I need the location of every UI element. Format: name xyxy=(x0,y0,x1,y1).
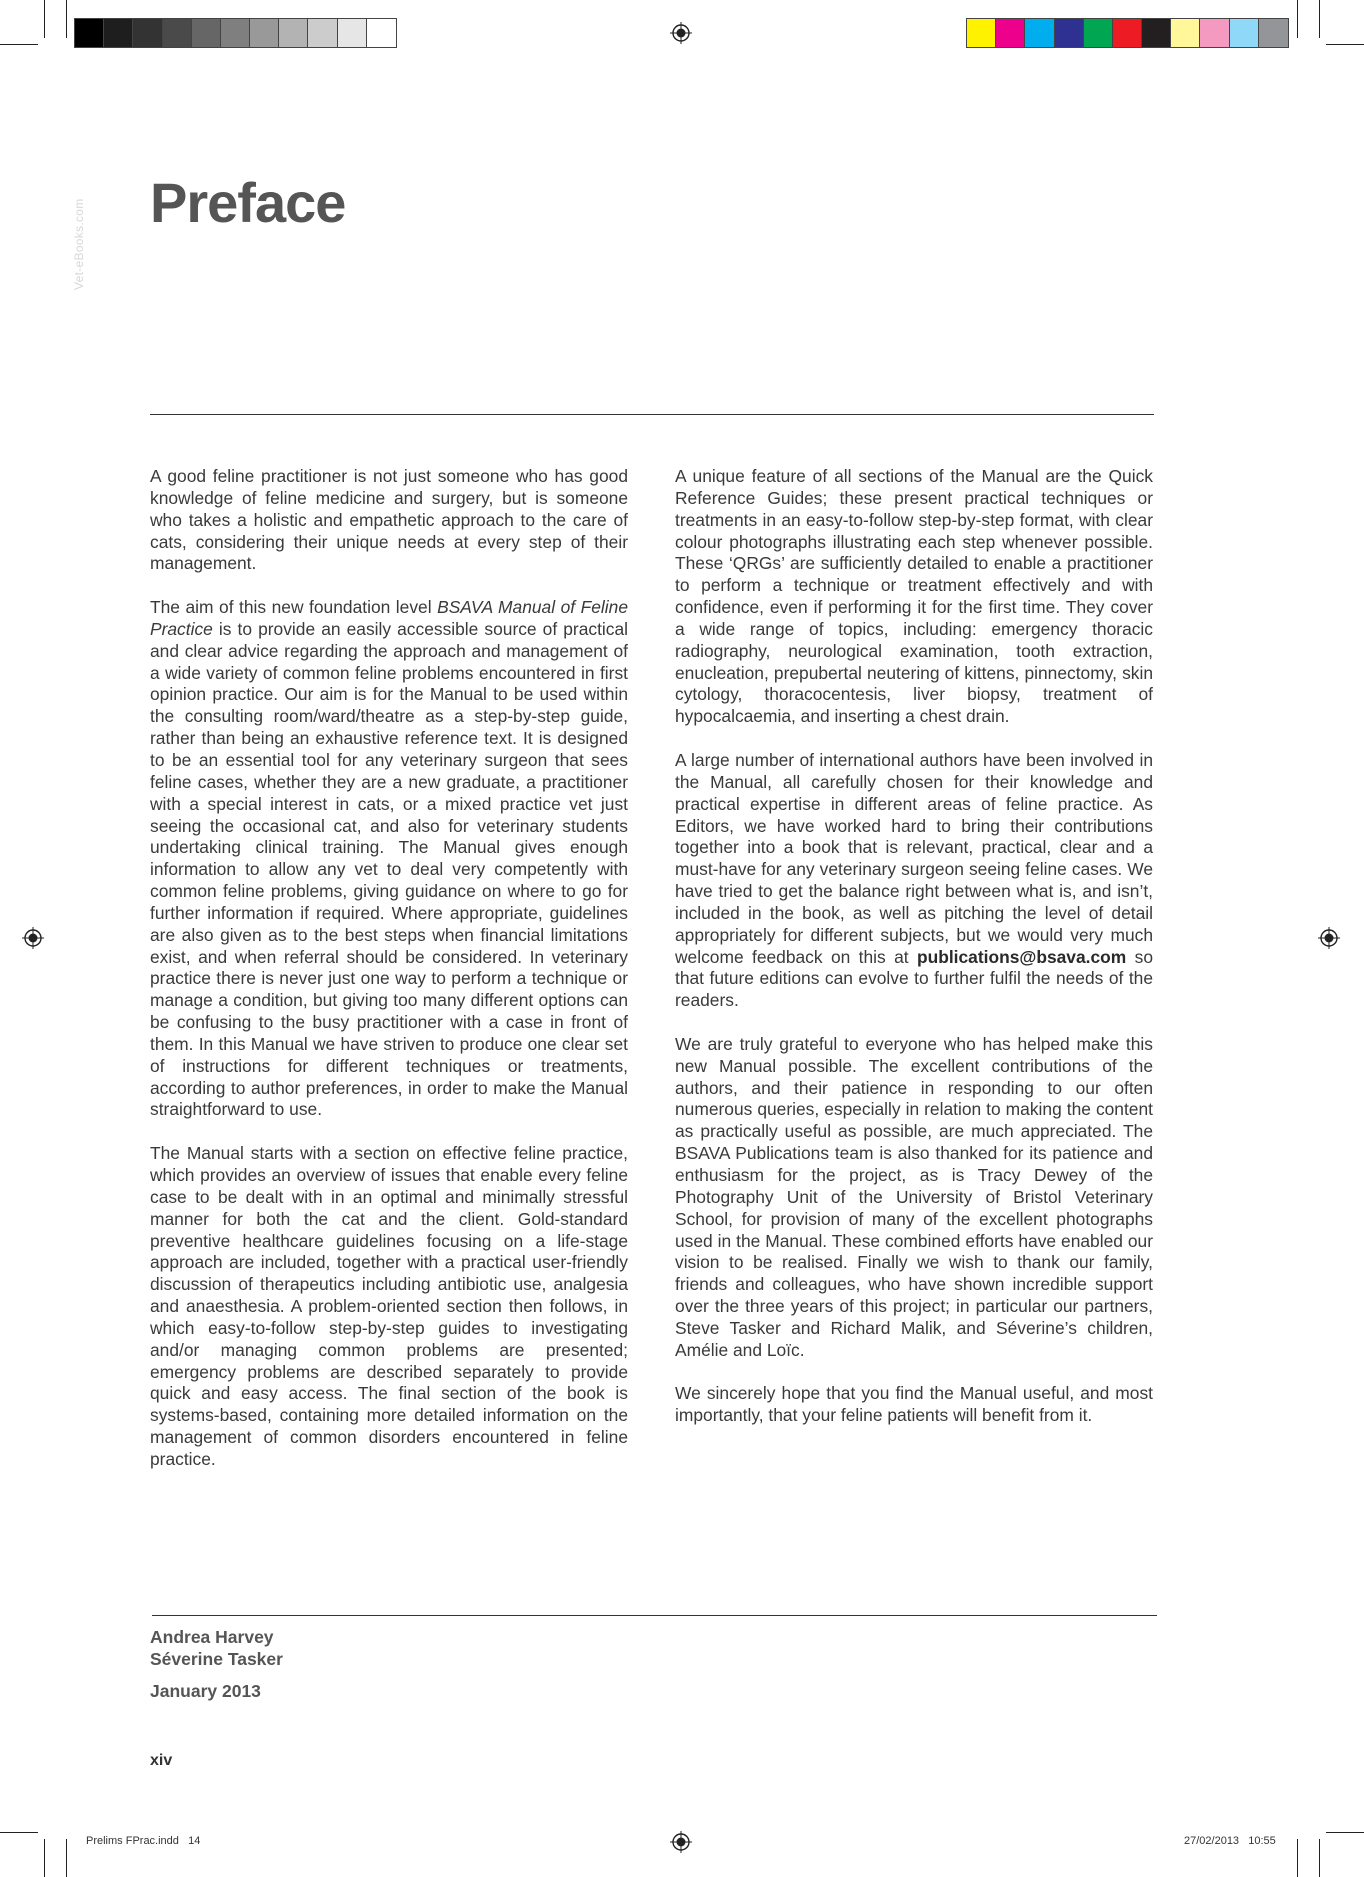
crop-mark xyxy=(1297,1839,1298,1877)
crop-mark xyxy=(0,44,38,45)
color-swatch xyxy=(338,19,367,47)
page-number: xiv xyxy=(150,1752,173,1769)
registration-mark-icon xyxy=(670,22,692,44)
book-title: BSAVA Manual of Feline Practice xyxy=(150,597,628,639)
signature-date: January 2013 xyxy=(150,1681,261,1701)
color-swatch xyxy=(163,19,192,47)
color-swatch xyxy=(996,19,1025,47)
page-title: Preface xyxy=(150,171,346,234)
color-swatch xyxy=(1200,19,1229,47)
color-swatch xyxy=(279,19,308,47)
title-divider xyxy=(150,414,1154,415)
grayscale-color-bar xyxy=(74,18,397,48)
paragraph: The aim of this new foundation level BSAVA Manual of Feline Practice is to provide an easily accessible source of practical and clear advice regarding the approach and management of a wide variety of common feline problems encountered in first opinion practice. Our aim is for the Manual to be used within the consulting room/ward/theatre as a step-by-step guide, rather than being an exhaustive reference text. It is designed to be an essential tool for any veterinary surgeon that sees feline cases, whether they are a new graduate, a practitioner with a special interest in cats, or a mixed practice vet just seeing the occasional cat, and also for veterinary students undertaking clinical training. The Manual gives enough information to allow any vet to deal very competently with common feline problems, giving guidance on where to go for further information if required. Where appropriate, guidelines are also given as to the best steps when financial limitations exist, and when referral should be considered. In veterinary practice there is never just one way to perform a technique or manage a condition, but giving too many different options can be confusing to the busy practitioner with a case in front of them. In this Manual we have striven to produce one clear set of instructions for different techniques or treatments, according to author preferences, in order to make the Manual straightforward to use. xyxy=(150,597,628,1120)
color-swatch xyxy=(75,19,104,47)
color-swatch xyxy=(192,19,221,47)
crop-mark xyxy=(1297,0,1298,38)
registration-mark-icon xyxy=(22,927,44,949)
process-color-bar xyxy=(966,18,1289,48)
color-swatch xyxy=(1259,19,1288,47)
crop-mark xyxy=(44,1839,45,1877)
color-swatch xyxy=(308,19,337,47)
color-swatch xyxy=(1084,19,1113,47)
color-swatch xyxy=(1171,19,1200,47)
email-link[interactable]: publications@bsava.com xyxy=(916,946,1127,967)
color-swatch xyxy=(1230,19,1259,47)
crop-mark xyxy=(0,1832,38,1833)
crop-mark xyxy=(1319,0,1320,38)
watermark: Vet-eBooks.com xyxy=(72,198,86,290)
color-swatch xyxy=(367,19,396,47)
registration-mark-icon xyxy=(1318,927,1340,949)
crop-mark xyxy=(1326,44,1364,45)
color-swatch xyxy=(133,19,162,47)
crop-mark xyxy=(1319,1839,1320,1877)
color-swatch xyxy=(104,19,133,47)
crop-mark xyxy=(1326,1832,1364,1833)
paragraph: We are truly grateful to everyone who has helped make this new Manual possible. The excellent contributions of the authors, and their patience in responding to our often numerous queries, especially in relation to making the content as practically useful as possible, are much appreciated. The BSAVA Publications team is also thanked for its patience and enthusiasm for the project, as is Tracy Dewey of the Photography Unit of the University of Bristol Veterinary School, for provision of many of the excellent photographs used in the Manual. These combined efforts have enabled our vision to be realised. Finally we wish to thank our family, friends and colleagues, who have shown incredible support over the three years of this project; in particular our partners, Steve Tasker and Richard Malik, and Séverine’s children, Amélie and Loïc. xyxy=(675,1033,1153,1360)
registration-mark-icon xyxy=(670,1831,692,1853)
slug-datetime: 27/02/2013 10:55 xyxy=(1184,1835,1276,1847)
color-swatch xyxy=(1055,19,1084,47)
paragraph: We sincerely hope that you find the Manual useful, and most importantly, that your feline patients will benefit from it. xyxy=(675,1383,1153,1426)
signature-divider xyxy=(152,1615,1157,1616)
color-swatch xyxy=(1025,19,1054,47)
paragraph: A large number of international authors have been involved in the Manual, all carefully chosen for their knowledge and practical expertise in different areas of feline practice. As Editors, we have worked hard to bring their contributions together into a book that is relevant, practical, clear and a must-have for any veterinary surgeon seeing feline cases. We have tried to get the balance right between what is, and isn’t, included in the book, as well as pitching the level of detail appropriately for different subjects, but we would very much welcome feedback on this at publications@bsava.com so that future editions can evolve to further fulfil the needs of the readers. xyxy=(675,749,1153,1011)
slug-filename: Prelims FPrac.indd 14 xyxy=(86,1835,201,1847)
color-swatch xyxy=(1142,19,1171,47)
color-swatch xyxy=(221,19,250,47)
right-text-column xyxy=(675,466,1153,1449)
paragraph: A good feline practitioner is not just someone who has good knowledge of feline medicine and surgery, but is someone who takes a holistic and empathetic approach to the care of cats, considering their unique needs at every step of their management. xyxy=(150,466,628,574)
paragraph: A unique feature of all sections of the Manual are the Quick Reference Guides; these present practical techniques or treatments in an easy-to-follow step-by-step format, with clear colour photographs illustrating each step whenever possible. These ‘QRGs’ are sufficiently detailed to enable a practitioner to perform a technique or treatment effectively and with confidence, even if performing it for the first time. They cover a wide range of topics, including: emergency thoracic radiography, neurological examination, tooth extraction, enucleation, prepubertal neutering of kittens, pinnectomy, skin cytology, thoracocentesis, liver biopsy, treatment of hypocalcaemia, and inserting a chest drain. xyxy=(675,466,1153,727)
color-swatch xyxy=(1113,19,1142,47)
color-swatch xyxy=(967,19,996,47)
author-name: Andrea Harvey xyxy=(150,1627,274,1647)
color-swatch xyxy=(250,19,279,47)
crop-mark xyxy=(66,1839,67,1877)
crop-mark xyxy=(66,0,67,38)
author-name: Séverine Tasker xyxy=(150,1649,283,1669)
left-text-column xyxy=(150,466,628,1493)
paragraph: The Manual starts with a section on effective feline practice, which provides an overview of issues that enable every feline case to be dealt with in an optimal and minimally stressful manner for both the cat and the client. Gold-standard preventive healthcare guidelines focusing on a life-stage approach are included, together with a practical user-friendly discussion of therapeutics including antibiotic use, analgesia and anaesthesia. A problem-oriented section then follows, in which easy-to-follow step-by-step guides to investigating and/or managing common problems are presented; emergency problems are described separately to provide quick and easy access. The final section of the book is systems-based, containing more detailed information on the management of common disorders encountered in feline practice. xyxy=(150,1143,628,1469)
crop-mark xyxy=(44,0,45,38)
